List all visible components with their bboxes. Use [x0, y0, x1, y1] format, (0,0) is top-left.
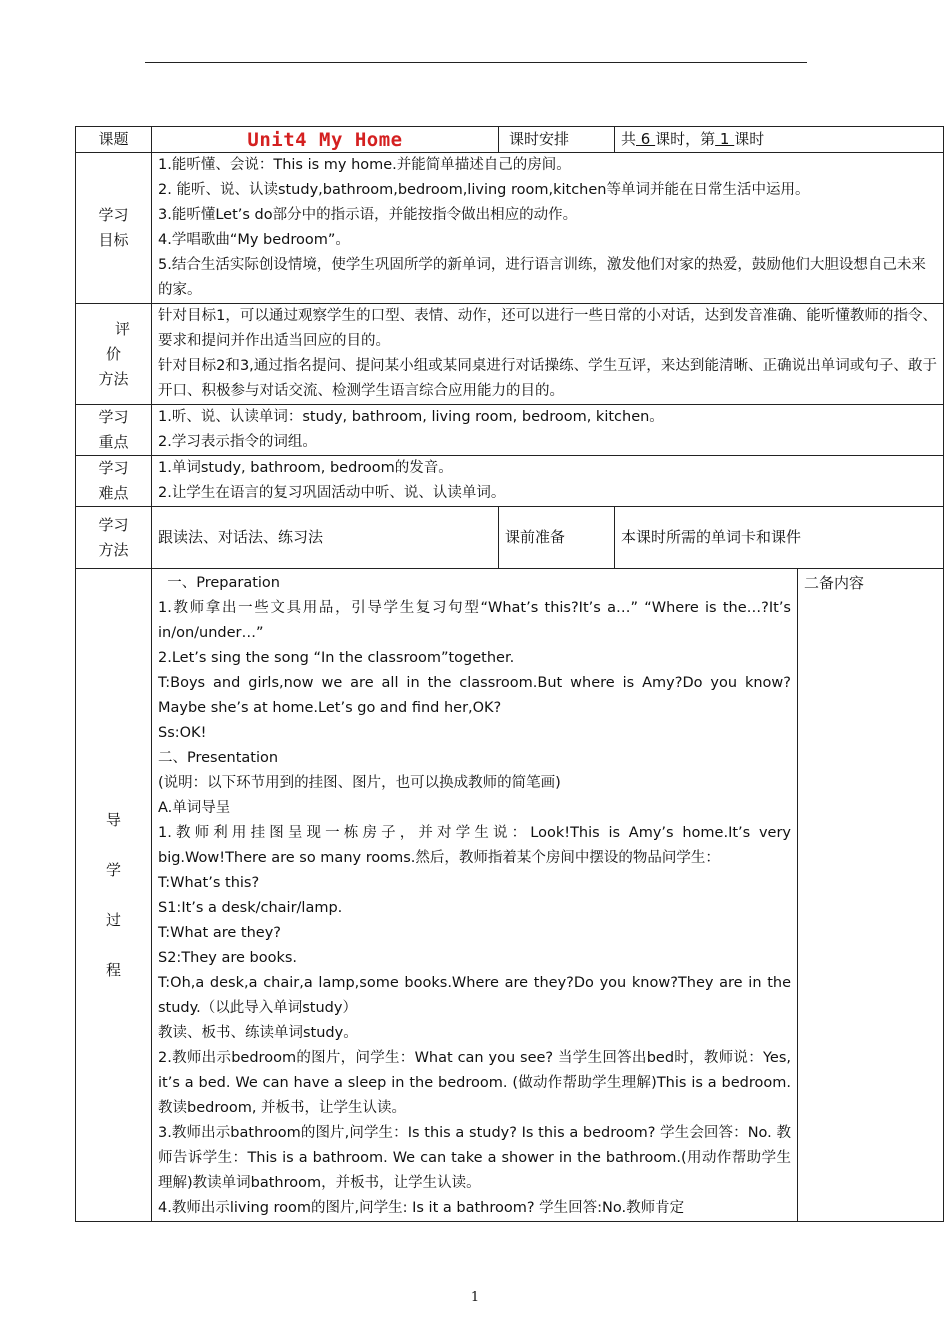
- evaluation-label: [76, 304, 152, 405]
- difficulties-label-line1: 学习: [98, 459, 129, 477]
- process-label: [76, 569, 152, 1222]
- key-points-label: [76, 405, 152, 456]
- schedule-mid: 课时，第: [655, 130, 716, 148]
- process-line: 4.教师出示living room的图片,问学生: Is it a bathroom? 学生回答:No.教师肯定: [158, 1200, 685, 1216]
- process-label-char: 学: [105, 861, 121, 879]
- lesson-plan-table: [75, 126, 944, 1222]
- goals-label: [76, 153, 152, 304]
- process-line: T:What are they?: [158, 925, 281, 941]
- methods-value: 跟读法、对话法、练习法: [152, 507, 499, 569]
- process-line: S2:They are books.: [158, 950, 298, 966]
- schedule-prefix: 共: [621, 130, 637, 148]
- key-points-label-line2: 重点: [98, 433, 129, 451]
- process-line: 1.教师拿出一些文具用品，引导学生复习句型“What’s this?It’s a…” “Where is the…?It’s in/on/under…”: [158, 600, 791, 641]
- process-line: A.单词导呈: [158, 800, 231, 816]
- process-line: Ss:OK!: [158, 725, 207, 741]
- process-line: 一、Preparation: [158, 575, 280, 591]
- key-point-item: 1.听、说、认读单词：study, bathroom, living room, bedroom, kitchen。: [158, 409, 664, 425]
- process-line: T:Boys and girls,now we are all in the classroom.But where is Amy?Do you know?Maybe she’s at home.Let’s go and find her,OK?: [158, 675, 791, 716]
- process-line: 2.Let’s sing the song “In the classroom”together.: [158, 650, 515, 666]
- page-number: 1: [470, 1290, 480, 1305]
- difficulties-label: [76, 456, 152, 507]
- process-line: T:What’s this?: [158, 875, 260, 891]
- difficulties-content: [152, 456, 944, 507]
- process-line: 1.教师利用挂图呈现一栋房子，并对学生说：Look!This is Amy’s home.It’s very big.Wow!There are so many rooms.然后，教师指着某个房间中摆设的物品问学生：: [158, 825, 791, 866]
- goals-label-line2: 目标: [98, 231, 129, 249]
- key-points-content: [152, 405, 944, 456]
- prep-value: 本课时所需的单词卡和课件: [615, 507, 944, 569]
- process-row: [76, 569, 944, 1222]
- schedule-current: 1: [715, 130, 735, 148]
- process-line: 教读、板书、练读单词study。: [158, 1025, 358, 1041]
- process-content: [152, 569, 798, 1222]
- process-line: 3.教师出示bathroom的图片,问学生：Is this a study? Is this a bedroom? 学生会回答：No. 教师告诉学生：This is a bathroom. We can take a shower in the bathroom.(用动作帮助学生理解)教读单词bathroom，并板书，让学生认读。: [158, 1125, 791, 1191]
- evaluation-label-line2: 价: [105, 344, 121, 363]
- schedule-suffix: 课时: [734, 130, 765, 148]
- goal-item: 3.能听懂Let’s do部分中的指示语，并能按指令做出相应的动作。: [158, 207, 578, 223]
- process-label-char: 过: [105, 911, 121, 929]
- process-label-char: 导: [105, 811, 121, 829]
- side-notes-label: 二备内容: [804, 574, 865, 592]
- difficulty-item: 2.让学生在语言的复习巩固活动中听、说、认读单词。: [158, 485, 506, 501]
- goal-item: 2. 能听、说、认读study,bathroom,bedroom,living room,kitchen等单词并能在日常生活中运用。: [158, 182, 810, 198]
- schedule-total: 6: [636, 130, 656, 148]
- key-points-label-line1: 学习: [98, 408, 129, 426]
- process-label-char: 程: [105, 961, 121, 979]
- schedule-label: 课时安排: [499, 127, 615, 153]
- process-line: 2.教师出示bedroom的图片，问学生：What can you see? 当学生回答出bed时，教师说：Yes, it’s a bed. We can have a sleep in the bedroom. (做动作帮助学生理解)This is a bedroom.教读bedroom, 并板书，让学生认读。: [158, 1050, 791, 1116]
- process-line: T:Oh,a desk,a chair,a lamp,some books.Where are they?Do you know?They are in the study.（以此导入单词study）: [158, 975, 791, 1016]
- methods-label-line1: 学习: [98, 515, 129, 534]
- schedule-value: [615, 127, 944, 153]
- prep-label: 课前准备: [499, 507, 615, 569]
- evaluation-row: [76, 304, 944, 405]
- goals-content: [152, 153, 944, 304]
- difficulties-row: [76, 456, 944, 507]
- methods-label-line2: 方法: [98, 540, 129, 559]
- header-row: [76, 127, 944, 153]
- process-line: S1:It’s a desk/chair/lamp.: [158, 900, 343, 916]
- header-rule: [145, 62, 807, 63]
- evaluation-content: [152, 304, 944, 405]
- difficulties-label-line2: 难点: [98, 484, 129, 502]
- goal-item: 1.能听懂、会说：This is my home.并能简单描述自己的房间。: [158, 157, 571, 173]
- evaluation-item: 针对目标2和3,通过指名提问、提问某小组或某同桌进行对话操练、学生互评，来达到能清晰、正确说出单词或句子、敢于开口、积极参与对话交流、检测学生语言综合应用能力的目的。: [158, 358, 938, 399]
- difficulty-item: 1.单词study, bathroom, bedroom的发音。: [158, 460, 453, 476]
- goals-label-line1: 学习: [98, 206, 129, 224]
- side-notes: [798, 569, 944, 1222]
- evaluation-label-line1: 评: [114, 319, 130, 338]
- goals-row: [76, 153, 944, 304]
- evaluation-label-line3: 方法: [98, 369, 129, 388]
- key-point-item: 2.学习表示指令的词组。: [158, 434, 317, 450]
- topic-label: 课题: [76, 127, 152, 153]
- goal-item: 4.学唱歌曲“My bedroom”。: [158, 232, 350, 248]
- methods-row: [76, 507, 944, 569]
- methods-label: [76, 507, 152, 569]
- process-line: 二、Presentation: [158, 750, 279, 766]
- goal-item: 5.结合生活实际创设情境，使学生巩固所学的新单词，进行语言训练，激发他们对家的热爱，鼓励他们大胆设想自己未来的家。: [158, 257, 926, 298]
- process-line: (说明：以下环节用到的挂图、图片，也可以换成教师的简笔画): [158, 775, 561, 791]
- lesson-title: Unit4 My Home: [152, 127, 499, 153]
- evaluation-item: 针对目标1，可以通过观察学生的口型、表情、动作，还可以进行一些日常的小对话，达到发音准确、能听懂教师的指令、要求和提问并作出适当回应的目的。: [158, 308, 938, 349]
- key-points-row: [76, 405, 944, 456]
